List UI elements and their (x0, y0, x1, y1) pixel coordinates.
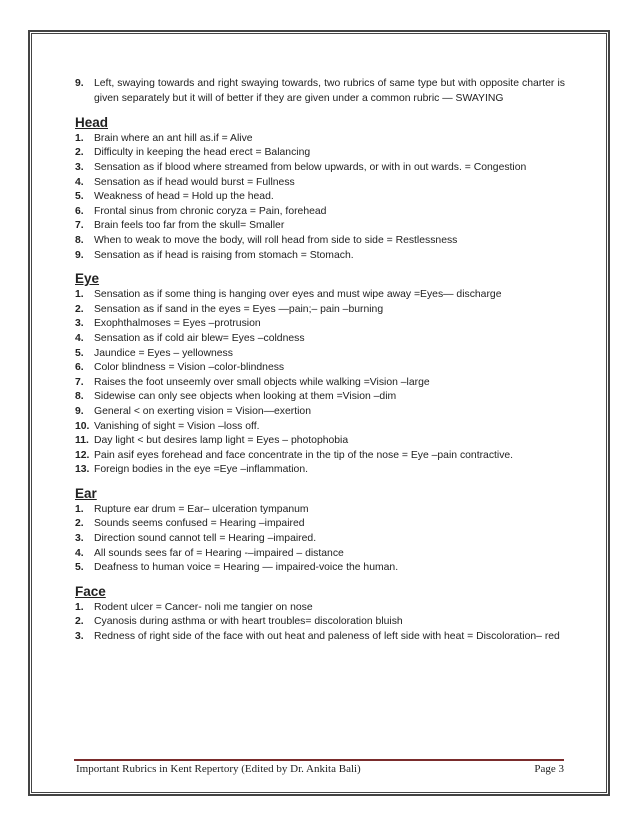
item-text: Sensation as if cold air blew= Eyes –coldness (94, 332, 305, 344)
item-text: Left, swaying towards and right swaying towards, two rubrics of same type but with opposite charter is given separately but it will of better if they are given under a common rubric — SWAYING (94, 78, 565, 105)
item-text: Frontal sinus from chronic coryza = Pain, forehead (94, 205, 327, 217)
item-number: 4. (75, 547, 84, 559)
item-number: 4. (75, 176, 84, 188)
item-text: All sounds sees far of = Hearing -–impaired – distance (94, 547, 344, 559)
item-number: 2. (75, 303, 84, 315)
item-text: Sensation as if head is raising from stomach = Stomach. (94, 249, 354, 261)
list-item (75, 176, 565, 191)
item-number: 3. (75, 318, 84, 330)
list-item (75, 463, 565, 478)
list-item (75, 615, 565, 630)
item-text: Difficulty in keeping the head erect = Balancing (94, 147, 311, 159)
list-item (75, 630, 565, 645)
list-item (75, 434, 565, 449)
list-item (75, 317, 565, 332)
item-text: Cyanosis during asthma or with heart troubles= discoloration bluish (94, 616, 403, 628)
item-number: 3. (75, 162, 84, 173)
list-item (75, 347, 565, 362)
item-number: 1. (75, 601, 84, 613)
item-number: 6. (75, 362, 84, 374)
item-number: 13. (75, 464, 90, 476)
item-number: 5. (75, 191, 84, 203)
page-content (75, 76, 565, 645)
list-item (75, 361, 565, 376)
section-head (75, 114, 565, 263)
item-text: Sounds seems confused = Hearing –impaired (94, 518, 305, 530)
item-text: Redness of right side of the face with out heat and paleness of left side with heat = Discoloration– red (94, 631, 560, 643)
section-heading: Eye (75, 271, 100, 287)
list-item (75, 205, 565, 220)
section-heading: Head (75, 114, 109, 130)
item-text: Pain asif eyes forehead and face concentrate in the tip of the nose = Eye –pain contractive. (94, 449, 514, 461)
item-number: 9. (75, 249, 84, 261)
section-heading: Face (75, 583, 106, 599)
footer-rule (74, 759, 564, 761)
item-number: 1. (75, 289, 84, 301)
list-item (75, 219, 565, 234)
item-number: 7. (75, 376, 84, 388)
item-number: 2. (75, 147, 84, 159)
item-number: 10. (75, 420, 90, 432)
item-text: Sensation as if head would burst = Fullness (94, 176, 295, 188)
list-item (75, 303, 565, 318)
item-text: Day light < but desires lamp light = Eyes – photophobia (94, 435, 349, 447)
list-item (75, 288, 565, 303)
list-item (75, 601, 565, 616)
item-text: Deafness to human voice = Hearing — impaired-voice the human. (94, 562, 399, 574)
item-text: Vanishing of sight = Vision –loss off. (94, 420, 260, 432)
item-number: 4. (75, 332, 84, 344)
item-number: 1. (75, 503, 84, 515)
list-item (75, 405, 565, 420)
item-number: 3. (75, 533, 84, 545)
item-number: 6. (75, 205, 84, 217)
item-text: Sensation as if blood where streamed from below upwards, or with in out wards. = Congestion (94, 162, 527, 173)
item-text: General < on exerting vision = Vision—exertion (94, 405, 311, 417)
item-text: Sidewise can only see objects when looking at them =Vision –dim (94, 391, 397, 403)
footer-title: Important Rubrics in Kent Repertory (Edited by Dr. Ankita Bali) (76, 763, 361, 775)
item-text: Rodent ulcer = Cancer- noli me tangier on nose (94, 601, 313, 613)
item-text: Brain feels too far from the skull= Smaller (94, 220, 285, 232)
list-item (75, 517, 565, 532)
list-item (75, 420, 565, 435)
list-item (75, 376, 565, 391)
item-number: 9. (75, 78, 84, 89)
item-text: When to weak to move the body, will roll head from side to side = Restlessness (94, 234, 458, 246)
page-number: Page 3 (534, 763, 564, 775)
list-item (75, 132, 565, 147)
list-item (75, 190, 565, 205)
list-item (75, 532, 565, 547)
list-item (75, 146, 565, 161)
list-item (75, 547, 565, 562)
item-text: Jaundice = Eyes – yellowness (94, 347, 233, 359)
list-item (75, 449, 565, 464)
item-number: 5. (75, 562, 84, 574)
sections-container (75, 114, 565, 645)
list-item (75, 234, 565, 249)
intro-item (75, 76, 565, 107)
item-text: Brain where an ant hill as.if = Alive (94, 132, 253, 144)
item-number: 3. (75, 631, 84, 643)
list-item (75, 161, 565, 176)
list-item (75, 390, 565, 405)
list-item (75, 503, 565, 518)
item-number: 2. (75, 518, 84, 530)
item-text: Color blindness = Vision –color-blindness (94, 362, 285, 374)
section-face (75, 583, 565, 645)
item-text: Weakness of head = Hold up the head. (94, 191, 274, 203)
item-number: 8. (75, 391, 84, 403)
item-text: Exophthalmoses = Eyes –protrusion (94, 318, 261, 330)
item-text: Sensation as if some thing is hanging over eyes and must wipe away =Eyes— discharge (94, 289, 502, 301)
item-text: Foreign bodies in the eye =Eye –inflammation. (94, 464, 308, 476)
item-number: 2. (75, 616, 84, 628)
section-eye (75, 270, 565, 478)
section-ear (75, 485, 565, 576)
list-item (75, 561, 565, 576)
item-text: Sensation as if sand in the eyes = Eyes —pain;– pain –burning (94, 303, 384, 315)
item-number: 9. (75, 405, 84, 417)
item-text: Direction sound cannot tell = Hearing –impaired. (94, 533, 317, 545)
item-number: 11. (75, 435, 89, 447)
item-text: Raises the foot unseemly over small objects while walking =Vision –large (94, 376, 430, 388)
item-text: Rupture ear drum = Ear– ulceration tympanum (94, 503, 309, 515)
item-number: 8. (75, 234, 84, 246)
item-number: 7. (75, 220, 84, 232)
section-heading: Ear (75, 485, 97, 501)
item-number: 1. (75, 132, 84, 144)
item-number: 5. (75, 347, 84, 359)
list-item (75, 249, 565, 264)
list-item (75, 332, 565, 347)
item-number: 12. (75, 449, 90, 461)
